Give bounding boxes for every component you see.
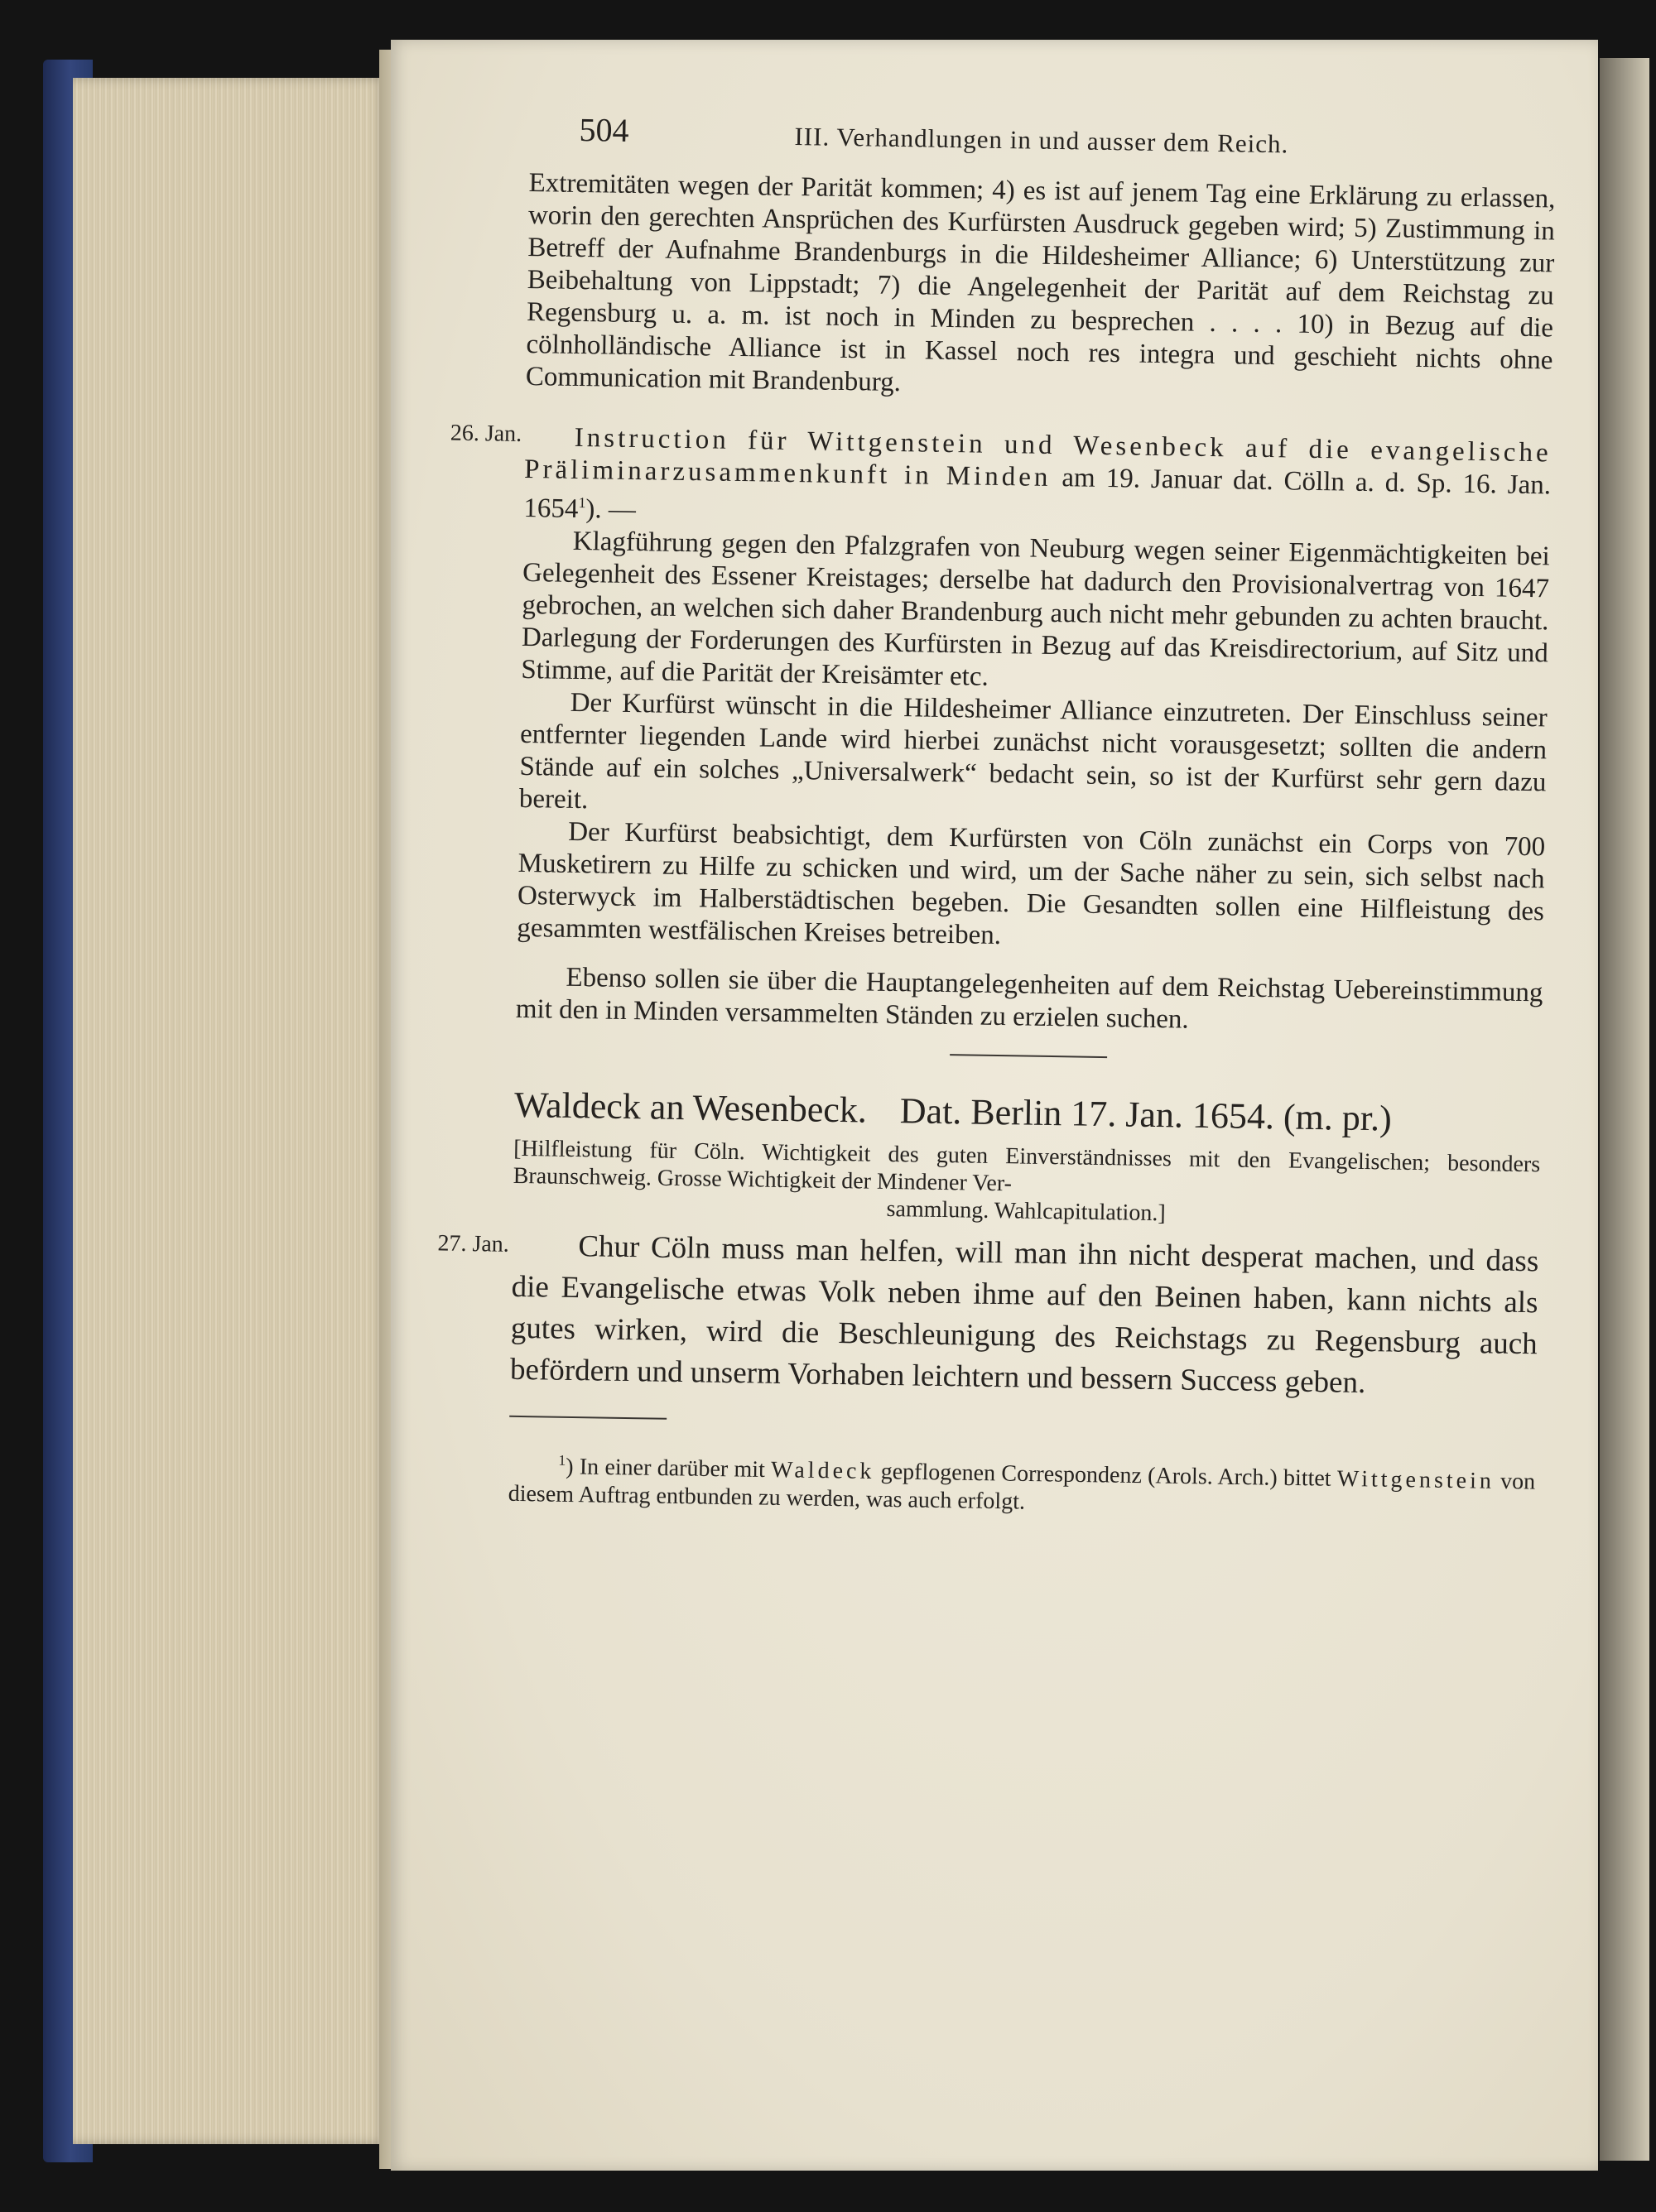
instruction-title-spaced: Instruction für Wittgenstein und Wesenbeck auf die evangelische Präliminarzusammenkunft in Minden — [523, 422, 1552, 493]
letter-body-block — [437, 1225, 1539, 1407]
intro-paragraph: Extremitäten wegen der Parität kommen; 4) es ist auf jenem Tag eine Erklärung zu erlassen, worin den gerechten Ansprüchen des Kurfürsten Ausdruck gegeben wird; 5) Zustimmung in Betreff der Aufnahme Brandenburgs in die Hildesheimer Alliance; 6) Unterstützung zur Beibehaltung von Lippstadt; 7) die Angelegenheit der Parität auf dem Reichstag zu Regensburg u. a. m. ist noch in Minden zu besprechen . . . . 10) in Bezug auf die cölnholländische Alliance ist in Kassel noch res integra und geschieht nichts ohne Communication mit Brandenburg. — [525, 167, 1556, 398]
letter-heading-date: Dat. Berlin 17. Jan. 1654. (m. pr.) — [899, 1090, 1393, 1139]
page-edges — [73, 78, 388, 2144]
facing-page-edge — [1600, 58, 1649, 2161]
letter-summary-last-line: sammlung. Wahlcapitulation.] — [886, 1195, 1166, 1227]
footnote-mark: 1 — [558, 1451, 566, 1469]
letter-heading — [514, 1084, 1542, 1142]
section-divider — [950, 1054, 1107, 1058]
footnote-name-wittgenstein: Wittgenstein — [1336, 1465, 1495, 1494]
footnote-name-waldeck: Waldeck — [770, 1457, 875, 1485]
footnote-pre: ) In einer darüber mit — [566, 1454, 766, 1483]
page-content — [437, 109, 1556, 1525]
instruction-paragraph-2: Der Kurfürst wünscht in die Hildesheimer Alliance einzutreten. Der Einschluss seiner entfernter liegenden Lande wird hierbei zunächst nicht vorausgesetzt; sollten die andern Stände auf ein solches „Universalwerk“ bedacht sein, so ist der Kurfürst sehr gern dazu bereit. — [518, 687, 1548, 815]
header-title: III. Verhandlungen in und ausser dem Reich. — [794, 122, 1289, 159]
instruction-paragraph-1: Klagführung gegen den Pfalzgrafen von Neuburg wegen seiner Eigenmächtigkeiten bei Gelegenheit des Essener Kreistages; derselbe hat dadurch den Provisionalvertrag von 1647 gebrochen, an welchen sich daher Brandenburg auch nicht mehr gebunden zu achten braucht. Darlegung der Forderungen des Kurfürsten in Bezug auf das Kreisdirectorium, auf Sitz und Stimme, auf die Parität der Kreisämter etc. — [521, 526, 1550, 692]
instruction-paragraph-3: Der Kurfürst beabsichtigt, dem Kurfürsten von Cöln zunächst ein Corps von 700 Musketirern zu Hilfe zu schicken und wird, um der Sache näher zu sein, sich selbst nach Osterwyck im Halberstädtischen begeben. Die Gesandten sollen eine Hilfleistung des gesammten westfälischen Kreises betreiben. — [517, 816, 1546, 951]
letter-summary — [513, 1135, 1540, 1233]
letter-block — [437, 1084, 1542, 1407]
margin-date-letter: 27. Jan. — [437, 1230, 510, 1257]
instruction-title-rest: am 19. Januar dat. Cölln a. d. Sp. 16. Jan. 1654 — [523, 463, 1552, 524]
footnote-mid: gepflogenen Correspondenz (Arols. Arch.) bittet — [880, 1459, 1331, 1492]
letter-heading-title: Waldeck an Wesenbeck. — [513, 1084, 868, 1131]
instruction-block — [450, 420, 1552, 1041]
instruction-paragraph-4: Ebenso sollen sie über die Hauptangelegenheiten auf dem Reichstag Uebereinstimmung mit den in Minden versammelten Ständen zu erzielen suchen. — [515, 962, 1543, 1035]
letter-body: Chur Cöln muss man helfen, will man ihn nicht desperat machen, und dass die Evangelische etwas Volk neben ihme auf den Beinen haben, kann nichts als gutes wirken, wird die Beschleunigung des Reichstags zu Regensburg auch befördern und unserm Vorhaben leichtern und bessern Success geben. — [509, 1229, 1539, 1401]
footnote-post: von diesem Auftrag entbunden zu werden, was auch erfolgt. — [508, 1468, 1536, 1515]
instruction-title — [523, 421, 1552, 541]
page-number: 504 — [579, 110, 629, 149]
footnote-reference: 1 — [578, 493, 586, 512]
margin-date-instruction: 26. Jan. — [450, 420, 522, 447]
footnote-rule — [509, 1416, 667, 1420]
instruction-title-tail: ). — — [585, 494, 637, 526]
letter-summary-text: [Hilfleistung für Cöln. Wichtigkeit des guten Einverständnisses mit den Evangelischen; besonders Braunschweig. Grosse Wichtigkeit der Mindener Ver- — [513, 1135, 1541, 1197]
